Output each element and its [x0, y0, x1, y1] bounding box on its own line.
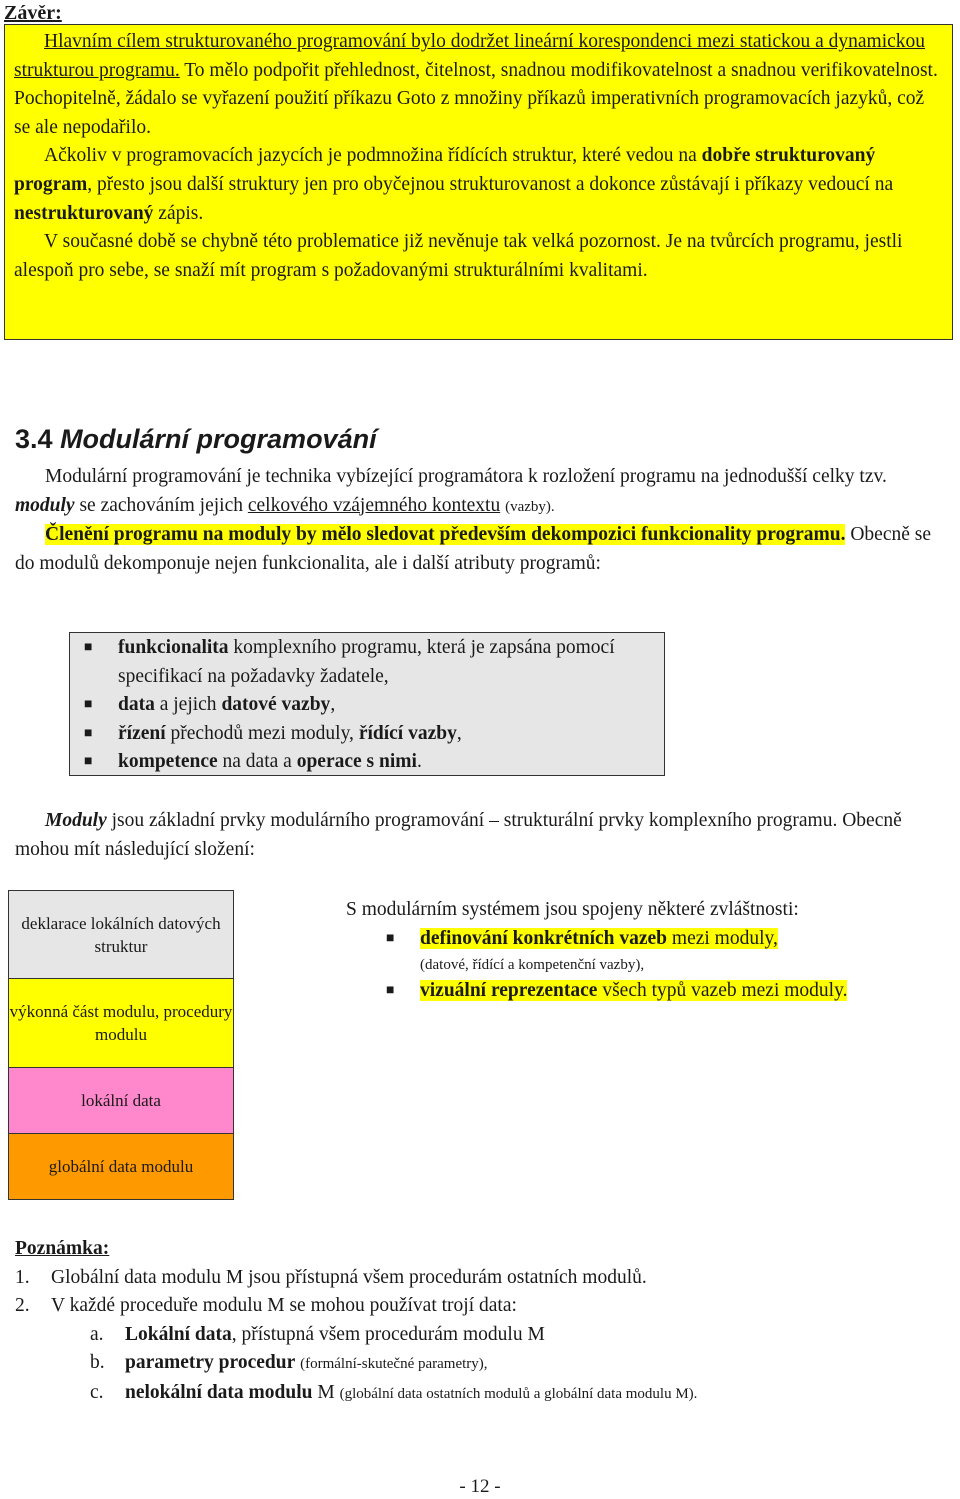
intro-a: Modulární programování je technika vybízející programátora k rozložení programu na jednodušší celky tzv. — [45, 466, 887, 487]
conclusion-p1-rest: To mělo podpořit přehlednost, čitelnost, snadnou modifikovatelnost a snadnou verifikovatelnost. Pochopitelně, žádalo se vyřazení použití příkazu Goto z množiny příkazů imperativních programovacích jazyků, což se ale nepodařilo. — [14, 59, 938, 138]
item-text: , — [456, 722, 462, 744]
intro-highlight: Členění programu na moduly by mělo sledovat především dekompozici funkcionality programu. — [45, 524, 846, 546]
module-part-label: výkonná část modulu, procedury modulu — [9, 1002, 233, 1044]
list-item — [15, 1292, 945, 1321]
module-part-label: globální data modulu — [48, 1157, 194, 1176]
conclusion-text — [14, 28, 944, 285]
item-text: komplexního programu, která je zapsána pomocí specifikací na požadavky žadatele, — [118, 637, 615, 687]
module-part-local-data — [8, 1068, 234, 1134]
bullet-icon: ■ — [84, 697, 93, 713]
module-part-executive — [8, 979, 234, 1068]
bullet-icon: ■ — [84, 754, 93, 770]
item-note: (datové, řídící a kompetenční vazby), — [420, 957, 645, 974]
intro-d: Obecně se do modulů dekomponuje nejen funkcionalita, ale i další atributy programů: — [15, 524, 931, 574]
conclusion-p2-a: Ačkoliv v programovacích jazycích je podmnožina řídících struktur, které vedou na — [44, 145, 702, 167]
item-bold: řízení — [118, 722, 166, 744]
bullet-icon: ■ — [386, 930, 395, 946]
list-number: 1. — [15, 1266, 30, 1288]
list-item — [15, 1264, 945, 1293]
conclusion-title: Závěr: — [4, 2, 62, 24]
intro-c: (vazby). — [505, 498, 555, 515]
item-text: , — [330, 694, 336, 716]
conclusion-p3: V současné době se chybně této problematice již nevěnuje tak velká pozornost. Je na tvůrcích programu, jestli alespoň pro sebe, se snaží mít program s požadovanými strukturálními kvalitami. — [14, 231, 903, 281]
bullet-icon: ■ — [386, 983, 395, 999]
bullet-icon: ■ — [84, 725, 93, 741]
item-bold: Lokální data — [125, 1323, 232, 1345]
conclusion-p2-b: dobře strukturovaný program — [14, 145, 876, 195]
conclusion-link[interactable]: Hlavním cílem strukturovaného programování bylo dodržet lineární korespondenci mezi statickou a dynamickou strukturou programu. — [14, 31, 926, 81]
modules-paragraph — [15, 807, 945, 864]
item-note: (globální data ostatních modulů a globální data modulu M). — [339, 1385, 698, 1402]
item-text: všech typů vazeb mezi moduly. — [597, 980, 848, 1002]
conclusion-p2-c: , přesto jsou další struktury jen pro obyčejnou strukturovanost a dokonce zůstávají i příkazy vedoucí na — [87, 173, 894, 195]
item-text: Globální data modulu M jsou přístupná všem procedurám ostatních modulů. — [51, 1266, 647, 1288]
list-item — [386, 925, 946, 978]
item-text: M — [312, 1381, 340, 1403]
module-part-label: lokální data — [81, 1091, 161, 1110]
section-heading — [15, 422, 377, 456]
item-bold: data — [118, 694, 155, 716]
item-text: V každé proceduře modulu M se mohou používat trojí data: — [51, 1295, 517, 1317]
modules-rest: jsou základní prvky modulárního programování – strukturální prvky komplexního programu. Obecně mohou mít následující složení: — [15, 810, 902, 860]
list-item — [386, 977, 900, 1006]
item-note: (formální-skutečné parametry), — [300, 1356, 488, 1373]
bullet-icon: ■ — [84, 640, 93, 655]
attributes-list — [84, 634, 654, 777]
list-number: b. — [90, 1352, 105, 1374]
item-text: a jejich — [154, 694, 222, 716]
section-intro — [15, 463, 945, 578]
intro-moduly: moduly — [15, 494, 75, 516]
conclusion-p2-d: nestrukturovaný — [14, 202, 154, 224]
specifics-heading: S modulárním systémem jsou spojeny některé zvláštnosti: — [346, 899, 799, 920]
list-item — [84, 634, 654, 691]
list-number: 2. — [15, 1295, 30, 1317]
modules-lead: Moduly — [45, 810, 107, 831]
item-text: na data a — [217, 751, 297, 773]
sub-list-item — [15, 1379, 945, 1409]
list-item — [84, 748, 654, 777]
item-bold: vizuální reprezentace — [420, 980, 598, 1002]
section-title: Modulární programování — [60, 424, 377, 454]
page-number: - 12 - — [459, 1476, 501, 1497]
list-number: c. — [90, 1381, 104, 1403]
item-text: . — [416, 751, 422, 773]
list-number: a. — [90, 1323, 104, 1345]
item-bold: nelokální data modulu — [125, 1381, 313, 1403]
specifics-block — [346, 896, 946, 1006]
intro-b: se zachováním jejich — [74, 494, 248, 516]
item-bold: definování konkrétních vazeb — [420, 927, 668, 949]
sub-list-item — [15, 1349, 945, 1379]
item-bold: kompetence — [118, 751, 218, 773]
intro-link[interactable]: celkového vzájemného kontextu — [247, 494, 501, 516]
item-text: přechodů mezi moduly, — [165, 722, 359, 744]
sub-list-item — [15, 1321, 945, 1350]
module-part-label: deklarace lokálních datových struktur — [21, 913, 221, 956]
list-item — [84, 720, 654, 749]
module-part-global-data — [8, 1134, 234, 1200]
list-item — [84, 691, 654, 720]
module-part-declarations — [8, 890, 234, 979]
item-text: , přístupná všem procedurám modulu M — [231, 1323, 545, 1345]
item-text: mezi moduly, — [667, 927, 778, 949]
item-bold: řídící vazby — [358, 722, 457, 744]
conclusion-p2-e: zápis. — [153, 202, 204, 224]
section-number: 3.4 — [15, 424, 53, 454]
item-bold: funkcionalita — [118, 637, 229, 658]
note-title: Poznámka: — [15, 1238, 110, 1259]
item-bold: datové vazby — [221, 694, 331, 716]
item-bold: parametry procedur — [125, 1352, 296, 1374]
note-block — [15, 1235, 945, 1409]
item-bold: operace s nimi — [296, 751, 417, 773]
